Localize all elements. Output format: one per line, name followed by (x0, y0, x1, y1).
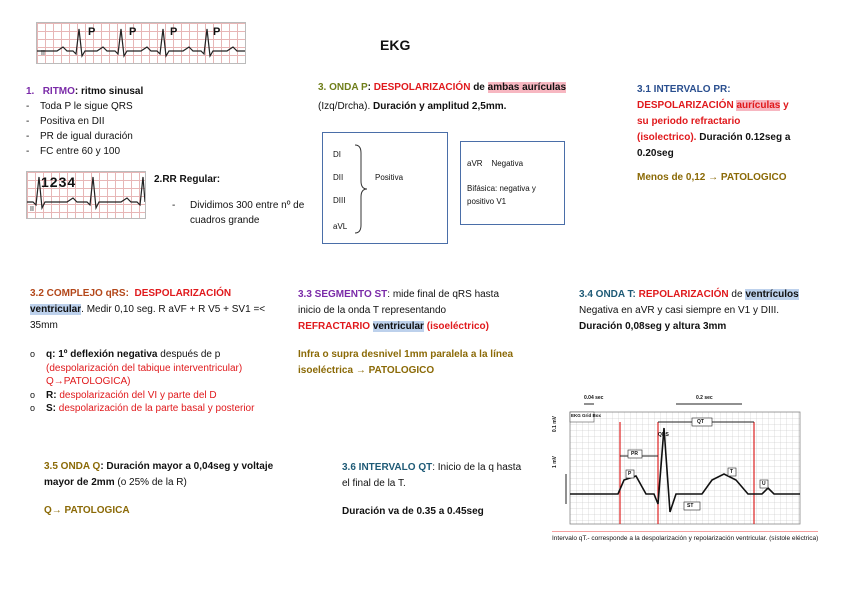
negativa-label: Negativa (491, 159, 524, 168)
diagram-caption: Intervalo qT.- corresponde a la despolarización y repolarización ventricular. (sístole eléctrica) (552, 535, 819, 542)
intervalo-qt-section (342, 460, 522, 520)
avr-label: aVR (467, 159, 483, 168)
list-item: - PR de igual duración (26, 129, 276, 144)
onda-p-ambas: ambas aurículas (487, 82, 567, 93)
list-item: o q: 1º deflexión negativa después de p (despolarización del tabique interventricular) Q→PATOLOGICA) (30, 348, 262, 389)
onda-t-num: 3.4 ONDA T: (579, 289, 636, 300)
ritmo-heading: : ritmo sinusal (74, 86, 144, 97)
divider (552, 531, 818, 532)
qt-num: 3.6 INTERVALO QT (342, 462, 433, 473)
qt-rest: : Inicio de la q hasta el final de la T. (342, 462, 522, 489)
rr-heading: 2.RR Regular: (154, 174, 221, 185)
onda-p-num: 3. ONDA P (318, 82, 368, 93)
lead-label: aVL (333, 222, 348, 231)
p-label: P (213, 26, 221, 38)
pr-line3: su periodo refractario (637, 116, 741, 127)
avr-box (460, 141, 565, 225)
list-item: - Toda P le sigue QRS (26, 99, 276, 114)
onda-p-line2a: (Izq/Drcha). (318, 101, 374, 112)
lead-label: DII (333, 173, 344, 182)
ekg-strip-rr (26, 171, 146, 219)
u-tag: U (762, 481, 766, 487)
onda-q-rest: : Duración mayor a 0,04seg y voltaje mayor de 2mm (44, 461, 274, 488)
pr-patol: Menos de 0,12 → PATOLOGICO (637, 172, 787, 183)
ritmo-num: 1. (26, 86, 35, 97)
onda-t-repol: REPOLARIZACIÓN (638, 289, 729, 300)
bifasica-label: Bifásica: negativa y positivo V1 (467, 184, 536, 206)
mv-label: 1 mV (552, 456, 558, 468)
onda-t-section: 3.4 ONDA T: REPOLARIZACIÓN de ventrículos Negativa en aVR y casi siempre en V1 y DIII. Duración 0,08seg y altura 3mm (579, 287, 829, 335)
p-tag: P (628, 471, 632, 477)
p-label: P (170, 26, 178, 38)
lead-label: DI (333, 150, 341, 159)
list-item: - FC entre 60 y 100 (26, 144, 276, 159)
rr-item-text: Dividimos 300 entre nº de cuadros grande (190, 200, 305, 226)
pr-despol: DESPOLARIZACIÓN (637, 100, 734, 111)
grid-box-label: EKG Grid Box (571, 413, 602, 418)
lead-label: DIII (333, 196, 346, 205)
st-desnivel: Infra o supra desnivel 1mm paralela a la línea isoeléctrica → PATOLOGICO (298, 349, 514, 376)
qt-tag: QT (697, 419, 704, 425)
ritmo-section (26, 84, 276, 159)
sec-label: 0.2 sec (696, 395, 713, 401)
p-label: P (129, 26, 137, 38)
onda-t-ventriculos: ventrículos (745, 289, 799, 300)
st-num: 3.3 SEGMENTO ST (298, 289, 388, 300)
rr-item: - Dividimos 300 entre nº de cuadros grande (172, 200, 305, 226)
onda-q-patol: Q→ PATOLOGICA (44, 505, 130, 516)
qrs-despol: DESPOLARIZACIÓN (134, 288, 232, 299)
onda-q-paren: (o 25% de la R) (114, 477, 187, 488)
st-ventricular: ventricular (372, 321, 424, 332)
onda-p-section: 3. ONDA P: DESPOLARIZACIÓN de ambas aurículas (Izq/Drcha). Duración y amplitud 2,5mm. (318, 82, 567, 112)
qrs-num: 3.2 COMPLEJO qRS: (30, 288, 129, 299)
st-refractario: REFRACTARIO (298, 321, 371, 332)
mv-label: 0.1 mV (552, 416, 558, 433)
pr-dur: Duración 0.12seg a 0.20seg (637, 132, 791, 159)
st-isoel: (isoeléctrico) (426, 321, 489, 332)
pr-isoel: (isolectrico). (637, 132, 697, 143)
leads-box (322, 132, 448, 244)
pr-tag: PR (631, 451, 638, 457)
qrs-list (30, 348, 262, 416)
qrs-section (30, 286, 270, 334)
onda-q-num: 3.5 ONDA Q (44, 461, 101, 472)
segmento-st-section (298, 287, 520, 379)
positiva-label: Positiva (375, 173, 404, 182)
brace-icon (353, 143, 369, 235)
qt-dur: Duración va de 0.35 a 0.45seg (342, 506, 484, 517)
rr-numbers: 1234 (41, 174, 77, 190)
st-rest: : mide final de qRS hasta inicio de la onda T representando (298, 289, 500, 316)
intervalo-pr-section: 3.1 INTERVALO PR: DESPOLARIZACIÓN aurículas y su periodo refractario (isolectrico). Duración 0.12seg a 0.20seg Menos de 0,12 → PATOLOGICO (637, 82, 822, 186)
sec-label: 0.04 sec (584, 395, 604, 401)
qrs-rest: . Medir 0,10 seg. R aVF + R V5 + SV1 =< 35mm (30, 304, 266, 331)
lead-label: II (30, 206, 34, 213)
list-item: o S: despolarización de la parte basal y posterior (30, 402, 262, 416)
onda-q-section (44, 459, 304, 519)
onda-t-line2: Negativa en aVR y casi siempre en V1 y DIII. (579, 305, 780, 316)
ekg-strip-top (36, 22, 246, 64)
pr-auriculas: aurículas (736, 100, 781, 111)
list-item: o R: despolarización del VI y parte del D (30, 389, 262, 403)
st-tag: ST (687, 503, 694, 509)
t-tag: T (730, 469, 734, 475)
ritmo-label: RITMO (42, 86, 75, 97)
lead-label: II (41, 50, 45, 57)
onda-t-line3: Duración 0,08seg y altura 3mm (579, 321, 727, 332)
p-label: P (88, 26, 96, 38)
ekg-diagram (552, 394, 818, 532)
onda-p-despol: DESPOLARIZACIÓN (373, 82, 471, 93)
page-title: EKG (380, 37, 411, 53)
qrs-tag: QRS (658, 432, 669, 438)
list-item: - Positiva en DII (26, 114, 276, 129)
qrs-ventricular: ventricular (30, 304, 82, 315)
ritmo-list (26, 99, 276, 159)
intervalo-pr-num: 3.1 INTERVALO PR: (637, 84, 731, 95)
onda-p-line2b: Duración y amplitud 2,5mm. (373, 101, 507, 112)
